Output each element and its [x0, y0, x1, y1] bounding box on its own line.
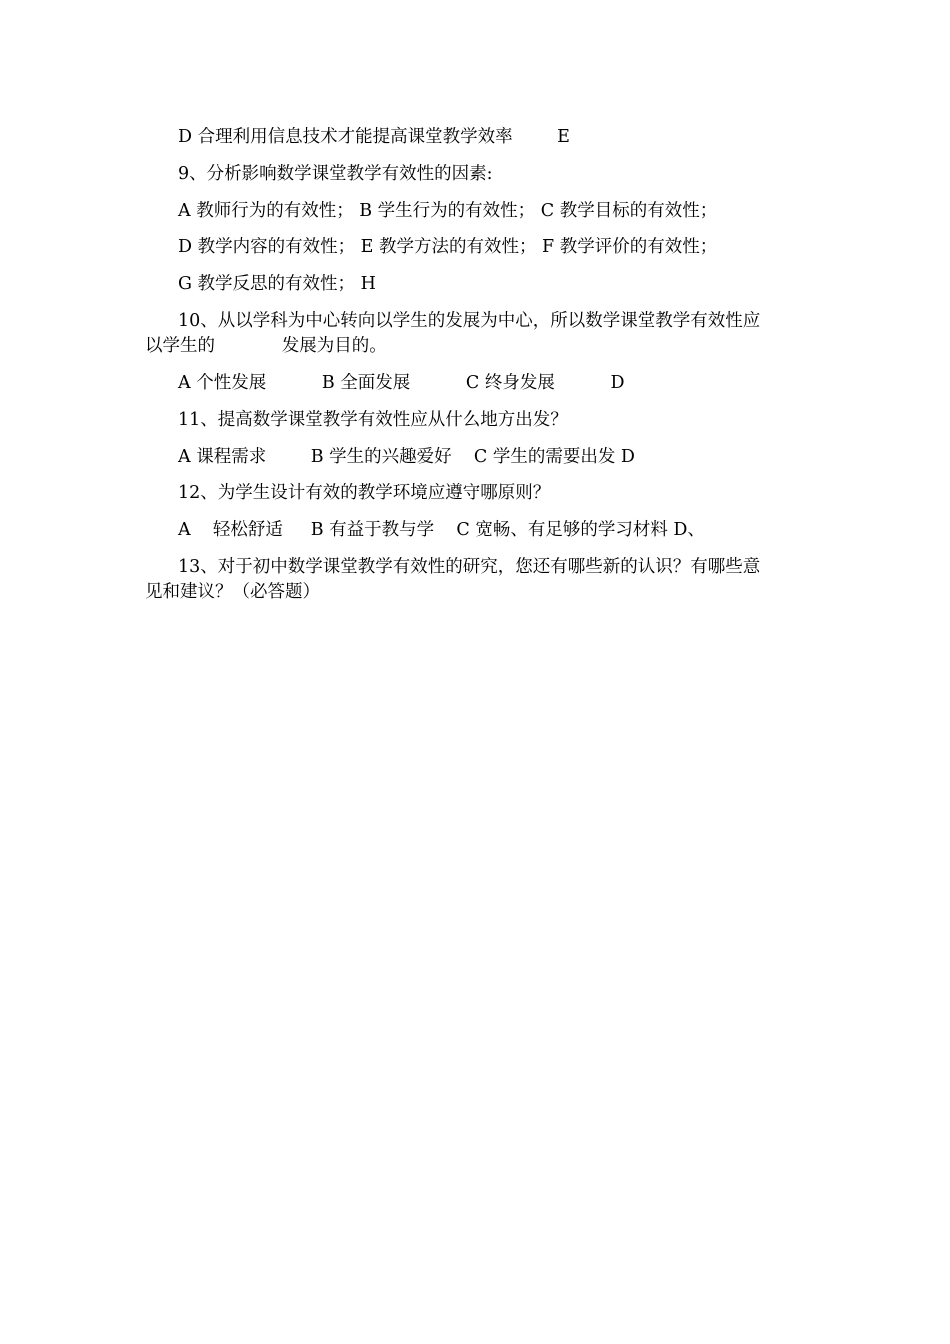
question-13-continued: 见和建议？（必答题）	[145, 582, 320, 602]
question-12: 12、为学生设计有效的教学环境应遵守哪原则？	[178, 483, 551, 503]
question-10-options: A 个性发展 B 全面发展 C 终身发展 D	[178, 373, 625, 393]
question-10: 10、从以学科为中心转向以学生的发展为中心，所以数学课堂教学有效性应	[178, 311, 761, 331]
question-11-options: A 课程需求 B 学生的兴趣爱好 C 学生的需要出发 D	[178, 447, 635, 467]
question-9-options-def: D 教学内容的有效性； E 教学方法的有效性； F 教学评价的有效性；	[178, 237, 718, 257]
question-12-options: A 轻松舒适 B 有益于教与学 C 宽畅、有足够的学习材料 D、	[178, 520, 705, 540]
question-9-options-abc: A 教师行为的有效性； B 学生行为的有效性； C 教学目标的有效性；	[178, 201, 718, 221]
question-10-continued: 以学生的 发展为目的。	[145, 336, 387, 356]
question-9-options-gh: G 教学反思的有效性； H	[178, 274, 376, 294]
question-13: 13、对于初中数学课堂教学有效性的研究，您还有哪些新的认识？有哪些意	[178, 557, 761, 577]
question-11: 11、提高数学课堂教学有效性应从什么地方出发？	[178, 410, 568, 430]
option-line-8d: D 合理利用信息技术才能提高课堂教学效率 E	[178, 127, 570, 147]
question-9: 9、分析影响数学课堂教学有效性的因素:	[178, 164, 493, 184]
